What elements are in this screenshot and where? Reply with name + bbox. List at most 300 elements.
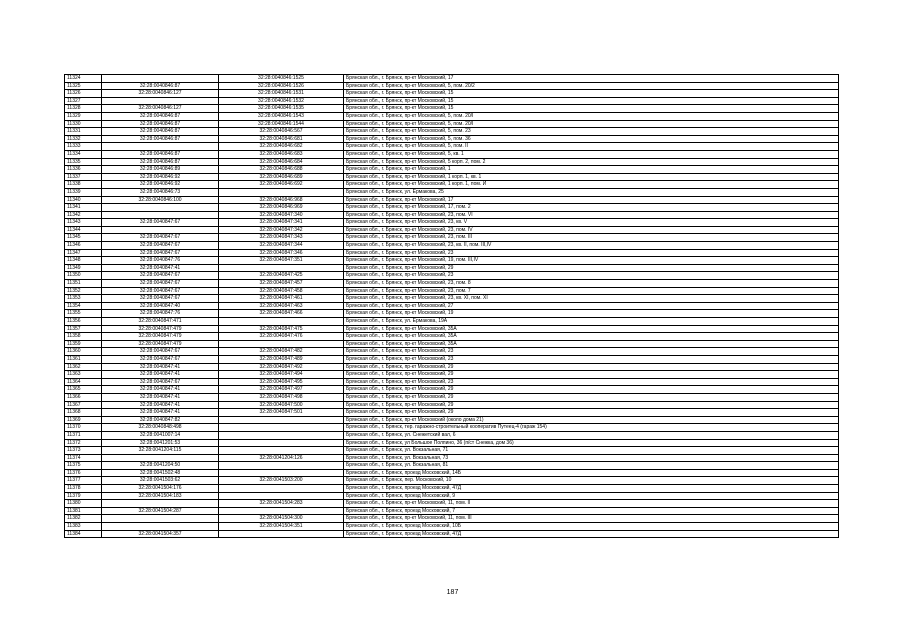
parcel-number-cell: 32:28:0040847:67	[102, 355, 219, 363]
parcel-number-cell: 32:28:0040846:87	[102, 150, 219, 158]
address-cell: Брянская обл., г. Брянск, пр-кт Московский, 5, пом. 20/I	[344, 112, 839, 120]
parcel-number-cell	[102, 515, 219, 523]
object-number-cell	[219, 340, 344, 348]
parcel-number-cell: 32:28:0040846:87	[102, 128, 219, 136]
parcel-number-cell: 32:28:0040847:67	[102, 219, 219, 227]
object-number-cell: 32:28:0040847:500	[219, 401, 344, 409]
table-row	[65, 318, 839, 326]
object-number-cell: 32:28:0040846:681	[219, 135, 344, 143]
address-cell: Брянская обл., г. Брянск, пр-кт Московский, 23, пом. IV	[344, 226, 839, 234]
address-cell: Брянская обл., г. Брянск, проезд Московский, 47Д	[344, 485, 839, 493]
parcel-number-cell: 32:28:0040846:87	[102, 82, 219, 90]
parcel-number-cell: 32:28:0040846:87	[102, 135, 219, 143]
row-number-cell: 11342	[65, 211, 102, 219]
table-row	[65, 348, 839, 356]
address-cell: Брянская обл., г. Брянск, пр-кт Московский, 1 корп. 1, пом. И	[344, 181, 839, 189]
address-cell: Брянская обл., г. Брянск, проезд Московский, 10Б	[344, 523, 839, 531]
object-number-cell: 32:28:0040847:461	[219, 295, 344, 303]
row-number-cell: 11336	[65, 166, 102, 174]
row-number-cell: 11333	[65, 143, 102, 151]
table-row	[65, 173, 839, 181]
object-number-cell: 32:28:0040847:344	[219, 242, 344, 250]
address-cell: Брянская обл., г. Брянск, пр-кт Московский, 5, пом. 23	[344, 128, 839, 136]
row-number-cell: 11380	[65, 500, 102, 508]
row-number-cell: 11343	[65, 219, 102, 227]
address-cell: Брянская обл., г. Брянск, ул. Ермакова, 25	[344, 188, 839, 196]
object-number-cell	[219, 264, 344, 272]
address-cell: Брянская обл., г. Брянск, пр-кт Московский, 35А	[344, 340, 839, 348]
table-row	[65, 355, 839, 363]
table-row	[65, 393, 839, 401]
parcel-number-cell: 32:28:0041201:53	[102, 439, 219, 447]
table-row	[65, 166, 839, 174]
address-cell: Брянская обл., г. Брянск, пр-кт Московский, 17	[344, 75, 839, 83]
parcel-number-cell: 32:28:0040848:498	[102, 424, 219, 432]
address-cell: Брянская обл., г. Брянск, ул Большое Полпино, 36 (п/ст Снежка, дом 36)	[344, 439, 839, 447]
row-number-cell: 11334	[65, 150, 102, 158]
parcel-number-cell	[102, 500, 219, 508]
table-row	[65, 424, 839, 432]
parcel-number-cell: 32:28:0040847:67	[102, 234, 219, 242]
table-row	[65, 226, 839, 234]
parcel-number-cell: 32:28:0040847:67	[102, 242, 219, 250]
object-number-cell: 32:28:0040846:684	[219, 158, 344, 166]
table-row	[65, 188, 839, 196]
table-row	[65, 272, 839, 280]
address-cell: Брянская обл., г. Брянск, пр-кт Московский, 5, кв. 1	[344, 150, 839, 158]
address-cell: Брянская обл., г. Брянск, ул. Ермакова, 19А	[344, 318, 839, 326]
object-number-cell	[219, 188, 344, 196]
table-row	[65, 477, 839, 485]
parcel-number-cell: 32:28:0040847:67	[102, 280, 219, 288]
parcel-number-cell: 32:28:0040847:479	[102, 340, 219, 348]
row-number-cell: 11328	[65, 105, 102, 113]
address-cell: Брянская обл., г. Брянск, пр-кт Московский, 17	[344, 196, 839, 204]
row-number-cell: 11369	[65, 416, 102, 424]
row-number-cell: 11338	[65, 181, 102, 189]
object-number-cell: 32:28:0040847:425	[219, 272, 344, 280]
table-row	[65, 219, 839, 227]
address-cell: Брянская обл., г. Брянск, пр-кт Московский (около дома 21)	[344, 416, 839, 424]
parcel-number-cell: 32:28:0040847:479	[102, 325, 219, 333]
table-row	[65, 75, 839, 83]
cadastral-table	[64, 74, 839, 538]
object-number-cell	[219, 462, 344, 470]
table-row	[65, 530, 839, 538]
row-number-cell: 11339	[65, 188, 102, 196]
table-row	[65, 325, 839, 333]
address-cell: Брянская обл., г. Брянск, пр-кт Московский, 29	[344, 264, 839, 272]
table-row	[65, 295, 839, 303]
address-cell: Брянская обл., г. Брянск, пр-кт Московский, 23, кв. V	[344, 219, 839, 227]
table-row	[65, 280, 839, 288]
row-number-cell: 11384	[65, 530, 102, 538]
object-number-cell	[219, 485, 344, 493]
parcel-number-cell: 32:28:0040847:67	[102, 249, 219, 257]
object-number-cell: 32:28:0040846:1532	[219, 97, 344, 105]
row-number-cell: 11325	[65, 82, 102, 90]
row-number-cell: 11354	[65, 302, 102, 310]
parcel-number-cell: 32:28:0040846:92	[102, 173, 219, 181]
row-number-cell: 11357	[65, 325, 102, 333]
parcel-number-cell: 32:28:0040847:471	[102, 318, 219, 326]
table-row	[65, 82, 839, 90]
address-cell: Брянская обл., г. Брянск, пр-кт Московский, 5, пом. 20/2	[344, 82, 839, 90]
row-number-cell: 11356	[65, 318, 102, 326]
object-number-cell	[219, 424, 344, 432]
parcel-number-cell: 32:28:0040847:67	[102, 272, 219, 280]
parcel-number-cell	[102, 454, 219, 462]
object-number-cell: 32:28:0040847:466	[219, 310, 344, 318]
object-number-cell	[219, 492, 344, 500]
object-number-cell: 32:28:0040847:341	[219, 219, 344, 227]
row-number-cell: 11350	[65, 272, 102, 280]
parcel-number-cell: 32:28:0041504:183	[102, 492, 219, 500]
row-number-cell: 11370	[65, 424, 102, 432]
row-number-cell: 11363	[65, 371, 102, 379]
address-cell: Брянская обл., г. Брянск, пр-кт Московский, 29	[344, 393, 839, 401]
address-cell: Брянская обл., г. Брянск, пр-кт Московский, 19	[344, 310, 839, 318]
object-number-cell: 32:28:0040846:688	[219, 166, 344, 174]
object-number-cell	[219, 447, 344, 455]
row-number-cell: 11324	[65, 75, 102, 83]
parcel-number-cell: 32:28:0040847:41	[102, 393, 219, 401]
row-number-cell: 11373	[65, 447, 102, 455]
table-row	[65, 105, 839, 113]
table-row	[65, 454, 839, 462]
parcel-number-cell	[102, 97, 219, 105]
object-number-cell	[219, 431, 344, 439]
object-number-cell: 32:28:0040847:482	[219, 348, 344, 356]
object-number-cell: 32:28:0040846:1525	[219, 75, 344, 83]
parcel-number-cell: 32:28:0041504:176	[102, 485, 219, 493]
address-cell: Брянская обл., г. Брянск, пр-кт Московский, 5 корп. 2, пом. 2	[344, 158, 839, 166]
address-cell: Брянская обл., г. Брянск, тер. гаражно-строительный кооператив Путеец-4 (гараж 154)	[344, 424, 839, 432]
table-row	[65, 340, 839, 348]
table-row	[65, 242, 839, 250]
row-number-cell: 11371	[65, 431, 102, 439]
row-number-cell: 11329	[65, 112, 102, 120]
address-cell: Брянская обл., г. Брянск, пр-кт Московский, 15	[344, 105, 839, 113]
row-number-cell: 11352	[65, 287, 102, 295]
object-number-cell: 32:28:0040847:463	[219, 302, 344, 310]
parcel-number-cell: 32:28:0040846:89	[102, 166, 219, 174]
row-number-cell: 11355	[65, 310, 102, 318]
object-number-cell: 32:28:0040847:457	[219, 280, 344, 288]
address-cell: Брянская обл., г. Брянск, ул. Вокзальная, 73	[344, 454, 839, 462]
row-number-cell: 11364	[65, 378, 102, 386]
row-number-cell: 11331	[65, 128, 102, 136]
row-number-cell: 11358	[65, 333, 102, 341]
table-row	[65, 287, 839, 295]
table-row	[65, 112, 839, 120]
row-number-cell: 11362	[65, 363, 102, 371]
address-cell: Брянская обл., г. Брянск, пр-кт Московский, 29	[344, 401, 839, 409]
table-row	[65, 181, 839, 189]
object-number-cell: 32:28:0041504:351	[219, 523, 344, 531]
table-row	[65, 234, 839, 242]
row-number-cell: 11383	[65, 523, 102, 531]
table-row	[65, 447, 839, 455]
row-number-cell: 11344	[65, 226, 102, 234]
address-cell: Брянская обл., г. Брянск, проезд Московский, 47Д	[344, 530, 839, 538]
object-number-cell: 32:28:0040846:968	[219, 196, 344, 204]
table-row	[65, 310, 839, 318]
row-number-cell: 11375	[65, 462, 102, 470]
row-number-cell: 11366	[65, 393, 102, 401]
row-number-cell: 11341	[65, 204, 102, 212]
object-number-cell	[219, 530, 344, 538]
object-number-cell: 32:28:0040846:1531	[219, 90, 344, 98]
table-row	[65, 500, 839, 508]
object-number-cell	[219, 439, 344, 447]
table-row	[65, 97, 839, 105]
object-number-cell	[219, 318, 344, 326]
row-number-cell: 11346	[65, 242, 102, 250]
table-row	[65, 416, 839, 424]
row-number-cell: 11376	[65, 469, 102, 477]
table-row	[65, 515, 839, 523]
parcel-number-cell: 32:28:0040847:76	[102, 310, 219, 318]
parcel-number-cell: 32:28:0040847:67	[102, 348, 219, 356]
row-number-cell: 11361	[65, 355, 102, 363]
address-cell: Брянская обл., г. Брянск, пр-кт Московский, 23, кв. II, пом. III,IV	[344, 242, 839, 250]
table-row	[65, 409, 839, 417]
table-row	[65, 378, 839, 386]
parcel-number-cell: 32:28:0040847:76	[102, 257, 219, 265]
address-cell: Брянская обл., г. Брянск, пр-кт Московский, 29	[344, 386, 839, 394]
table-row	[65, 333, 839, 341]
address-cell: Брянская обл., г. Брянск, пр-кт Московский, 5, пом. 20/I	[344, 120, 839, 128]
parcel-number-cell: 32:28:0040846:87	[102, 120, 219, 128]
address-cell: Брянская обл., г. Брянск, пр-кт Московский, 1 корп. 1, кв. 1	[344, 173, 839, 181]
table-row	[65, 469, 839, 477]
parcel-number-cell: 32:28:0041503:62	[102, 477, 219, 485]
object-number-cell: 32:28:0040846:1543	[219, 112, 344, 120]
address-cell: Брянская обл., г. Брянск, пр-кт Московский, 23	[344, 272, 839, 280]
parcel-number-cell: 32:28:0040847:41	[102, 386, 219, 394]
row-number-cell: 11379	[65, 492, 102, 500]
table-row	[65, 264, 839, 272]
parcel-number-cell: 32:28:0040846:87	[102, 158, 219, 166]
table-row	[65, 439, 839, 447]
row-number-cell: 11360	[65, 348, 102, 356]
parcel-number-cell: 32:28:0041007:14	[102, 431, 219, 439]
object-number-cell: 32:28:0040847:351	[219, 257, 344, 265]
parcel-number-cell: 32:28:0040847:41	[102, 264, 219, 272]
row-number-cell: 11335	[65, 158, 102, 166]
address-cell: Брянская обл., г. Брянск, ул. Вокзальная, 81	[344, 462, 839, 470]
address-cell: Брянская обл., г. Брянск, пер. Московский, 10	[344, 477, 839, 485]
table-row	[65, 302, 839, 310]
parcel-number-cell: 32:28:0040847:479	[102, 333, 219, 341]
object-number-cell: 32:28:0040847:475	[219, 325, 344, 333]
parcel-number-cell: 32:28:0040846:100	[102, 196, 219, 204]
table-row	[65, 371, 839, 379]
address-cell: Брянская обл., г. Брянск, пр-кт Московский, 17, пом. 2	[344, 204, 839, 212]
row-number-cell: 11359	[65, 340, 102, 348]
parcel-number-cell	[102, 211, 219, 219]
table-row	[65, 204, 839, 212]
parcel-number-cell	[102, 204, 219, 212]
table-row	[65, 492, 839, 500]
row-number-cell: 11368	[65, 409, 102, 417]
object-number-cell: 32:28:0041503:200	[219, 477, 344, 485]
object-number-cell: 32:28:0041504:300	[219, 515, 344, 523]
row-number-cell: 11351	[65, 280, 102, 288]
parcel-number-cell: 32:28:0040846:73	[102, 188, 219, 196]
parcel-number-cell: 32:28:0040847:41	[102, 409, 219, 417]
object-number-cell: 32:28:0040847:343	[219, 234, 344, 242]
object-number-cell: 32:28:0040847:495	[219, 378, 344, 386]
parcel-number-cell	[102, 143, 219, 151]
parcel-number-cell: 32:28:0040847:40	[102, 302, 219, 310]
object-number-cell	[219, 507, 344, 515]
object-number-cell: 32:28:0040846:692	[219, 181, 344, 189]
address-cell: Брянская обл., г. Брянск, пр-кт Московский, 11, пом. II	[344, 500, 839, 508]
object-number-cell: 32:28:0040846:689	[219, 173, 344, 181]
table-row	[65, 128, 839, 136]
row-number-cell: 11372	[65, 439, 102, 447]
address-cell: Брянская обл., г. Брянск, пр-кт Московский, 23, пом. III	[344, 234, 839, 242]
table-row	[65, 257, 839, 265]
address-cell: Брянская обл., г. Брянск, пр-кт Московский, 23	[344, 355, 839, 363]
row-number-cell: 11345	[65, 234, 102, 242]
row-number-cell: 11382	[65, 515, 102, 523]
object-number-cell: 32:28:0041504:283	[219, 500, 344, 508]
object-number-cell: 32:28:0041204:126	[219, 454, 344, 462]
object-number-cell: 32:28:0040847:497	[219, 386, 344, 394]
table-row	[65, 150, 839, 158]
table-row	[65, 135, 839, 143]
address-cell: Брянская обл., г. Брянск, пр-кт Московский, 35А	[344, 325, 839, 333]
parcel-number-cell: 32:28:0040846:92	[102, 181, 219, 189]
table-row	[65, 386, 839, 394]
row-number-cell: 11340	[65, 196, 102, 204]
parcel-number-cell: 32:28:0040847:82	[102, 416, 219, 424]
row-number-cell: 11330	[65, 120, 102, 128]
object-number-cell: 32:28:0040846:969	[219, 204, 344, 212]
row-number-cell: 11347	[65, 249, 102, 257]
address-cell: Брянская обл., г. Брянск, пр-кт Московский, 29	[344, 363, 839, 371]
address-cell: Брянская обл., г. Брянск, пр-кт Московский, 1	[344, 166, 839, 174]
object-number-cell: 32:28:0040847:458	[219, 287, 344, 295]
parcel-number-cell: 32:28:0040847:67	[102, 378, 219, 386]
row-number-cell: 11381	[65, 507, 102, 515]
row-number-cell: 11337	[65, 173, 102, 181]
object-number-cell: 32:28:0040846:1526	[219, 82, 344, 90]
table-row	[65, 158, 839, 166]
parcel-number-cell	[102, 523, 219, 531]
table-row	[65, 485, 839, 493]
address-cell: Брянская обл., г. Брянск, проезд Московский, 14Б	[344, 469, 839, 477]
row-number-cell: 11367	[65, 401, 102, 409]
row-number-cell: 11326	[65, 90, 102, 98]
row-number-cell: 11365	[65, 386, 102, 394]
table-row	[65, 211, 839, 219]
object-number-cell: 32:28:0040847:346	[219, 249, 344, 257]
parcel-number-cell: 32:28:0041504:357	[102, 530, 219, 538]
row-number-cell: 11327	[65, 97, 102, 105]
table-row	[65, 143, 839, 151]
address-cell: Брянская обл., г. Брянск, проезд Московский, 7	[344, 507, 839, 515]
row-number-cell: 11353	[65, 295, 102, 303]
object-number-cell: 32:28:0040847:498	[219, 393, 344, 401]
table-row	[65, 431, 839, 439]
table-row	[65, 120, 839, 128]
table-row	[65, 249, 839, 257]
parcel-number-cell: 32:28:0041204:115	[102, 447, 219, 455]
address-cell: Брянская обл., г. Брянск, пр-кт Московский, 15	[344, 97, 839, 105]
address-cell: Брянская обл., г. Брянск, пр-кт Московский, 11, пом. III	[344, 515, 839, 523]
object-number-cell: 32:28:0040847:492	[219, 363, 344, 371]
object-number-cell	[219, 469, 344, 477]
address-cell: Брянская обл., г. Брянск, пр-кт Московский, 5, пом. 36	[344, 135, 839, 143]
object-number-cell: 32:28:0040846:682	[219, 143, 344, 151]
parcel-number-cell: 32:28:0041502:48	[102, 469, 219, 477]
parcel-number-cell: 32:28:0040847:67	[102, 295, 219, 303]
row-number-cell: 11348	[65, 257, 102, 265]
object-number-cell: 32:28:0040847:340	[219, 211, 344, 219]
table-row	[65, 401, 839, 409]
parcel-number-cell	[102, 75, 219, 83]
parcel-number-cell: 32:28:0040847:41	[102, 363, 219, 371]
object-number-cell: 32:28:0040847:342	[219, 226, 344, 234]
page-number: 187	[446, 589, 459, 596]
address-cell: Брянская обл., г. Брянск, пр-кт Московский, 23	[344, 249, 839, 257]
object-number-cell: 32:28:0040846:683	[219, 150, 344, 158]
row-number-cell: 11377	[65, 477, 102, 485]
object-number-cell: 32:28:0040846:1535	[219, 105, 344, 113]
address-cell: Брянская обл., г. Брянск, пр-кт Московский, 23, кв. XI, пом. XI	[344, 295, 839, 303]
table-row	[65, 523, 839, 531]
address-cell: Брянская обл., г. Брянск, пр-кт Московский, 23, пом. 7	[344, 287, 839, 295]
row-number-cell: 11378	[65, 485, 102, 493]
address-cell: Брянская обл., г. Брянск, пр-кт Московский, 19, пом. III,IV	[344, 257, 839, 265]
address-cell: Брянская обл., г. Брянск, пр-кт Московский, 5, пом. II	[344, 143, 839, 151]
row-number-cell: 11332	[65, 135, 102, 143]
table-row	[65, 507, 839, 515]
table-row	[65, 363, 839, 371]
object-number-cell	[219, 416, 344, 424]
object-number-cell: 32:28:0040847:494	[219, 371, 344, 379]
row-number-cell: 11374	[65, 454, 102, 462]
parcel-number-cell: 32:28:0040846:127	[102, 105, 219, 113]
address-cell: Брянская обл., г. Брянск, ул. Вокзальная, 71	[344, 447, 839, 455]
parcel-number-cell: 32:28:0040847:41	[102, 371, 219, 379]
row-number-cell: 11349	[65, 264, 102, 272]
parcel-number-cell: 32:28:0040846:87	[102, 112, 219, 120]
parcel-number-cell: 32:28:0041204:50	[102, 462, 219, 470]
object-number-cell: 32:28:0040847:489	[219, 355, 344, 363]
address-cell: Брянская обл., г. Брянск, пр-кт Московский, 23, пом. VI	[344, 211, 839, 219]
address-cell: Брянская обл., г. Брянск, пр-кт Московский, 23	[344, 348, 839, 356]
address-cell: Брянская обл., г. Брянск, пр-кт Московский, 23, пом. 8	[344, 280, 839, 288]
address-cell: Брянская обл., г. Брянск, пр-кт Московский, 29	[344, 371, 839, 379]
table-row	[65, 90, 839, 98]
table-row	[65, 196, 839, 204]
table-body	[65, 75, 839, 538]
address-cell: Брянская обл., г. Брянск, пр-кт Московский, 15	[344, 90, 839, 98]
object-number-cell: 32:28:0040847:476	[219, 333, 344, 341]
parcel-number-cell: 32:28:0040847:67	[102, 287, 219, 295]
parcel-number-cell	[102, 226, 219, 234]
parcel-number-cell: 32:28:0040846:127	[102, 90, 219, 98]
object-number-cell: 32:28:0040846:567	[219, 128, 344, 136]
object-number-cell: 32:28:0040846:1544	[219, 120, 344, 128]
table-row	[65, 462, 839, 470]
address-cell: Брянская обл., г. Брянск, пр-кт Московский, 23	[344, 378, 839, 386]
